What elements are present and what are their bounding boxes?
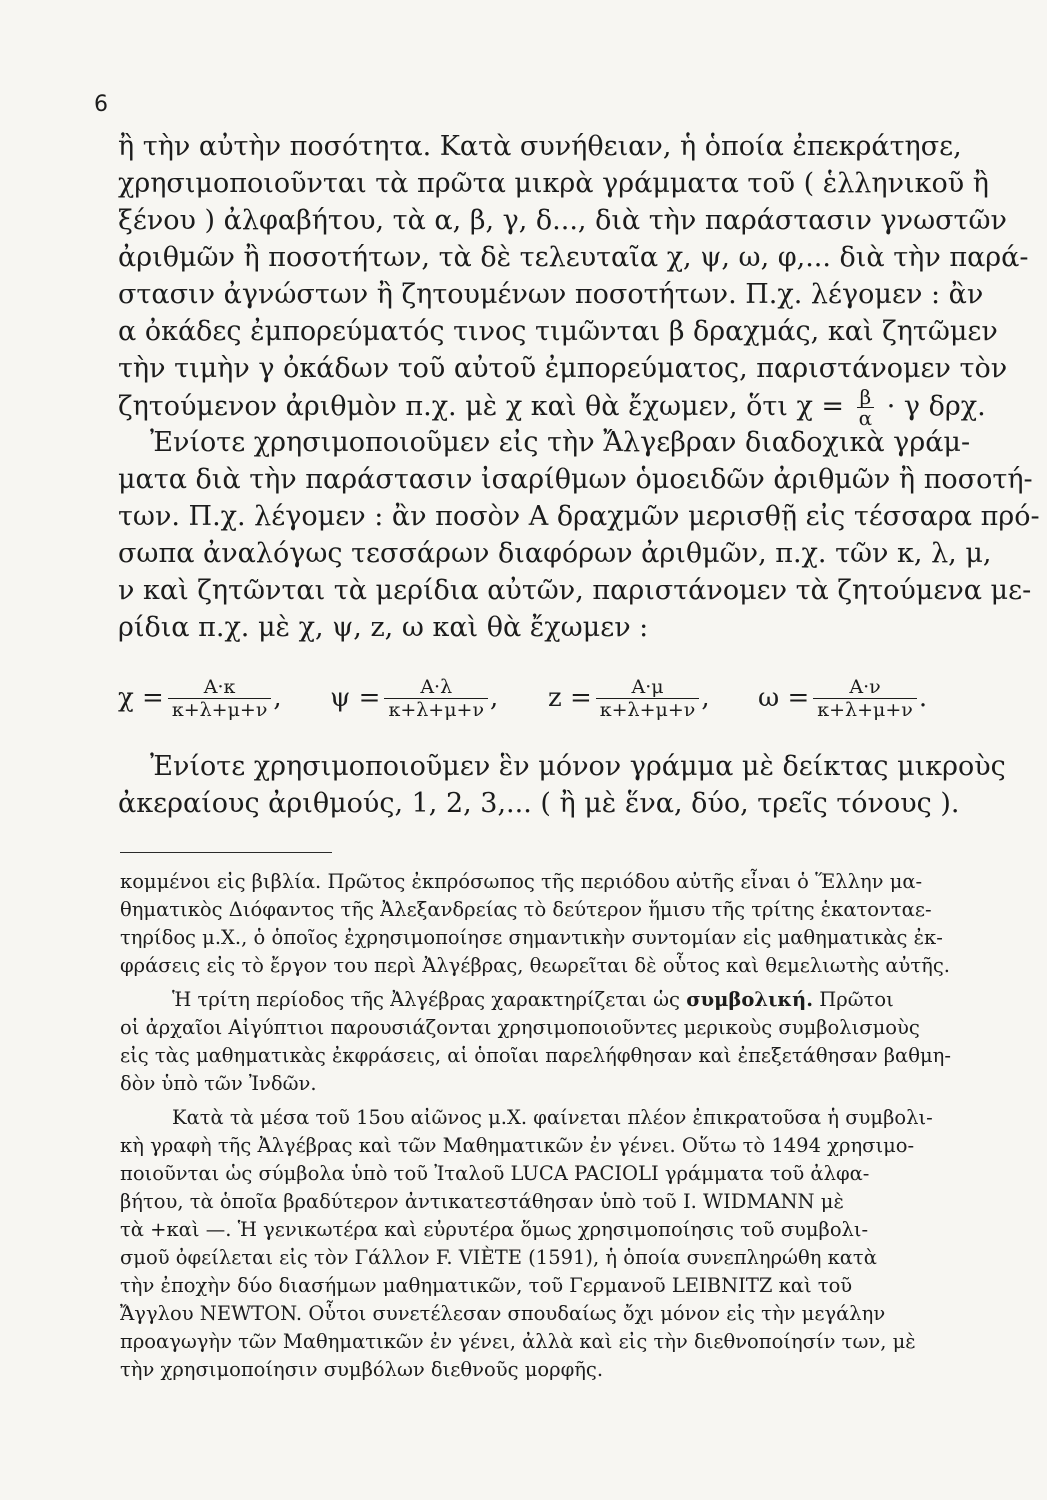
formula-fraction [384,676,488,721]
footnote-line: φράσεις εἰς τὸ ἔργον του περὶ Ἀλγέβρας, θεωρεῖται δὲ οὗτος καὶ θεμελιωτὴς αὐτῆς. [120,954,950,977]
footnote-line: σμοῦ ὀφείλεται εἰς τὸν Γάλλον F. VIÈTE (1591), ἡ ὁποία συνεπληρώθη κατὰ [120,1246,877,1269]
footnote-line: Ἄγγλου NEWTON. Οὗτοι συνετέλεσαν σπουδαίως ὄχι μόνον εἰς τὴν μεγάλην [120,1302,886,1325]
formula-numerator: Α·κ [203,675,236,698]
text-line: ρίδια π.χ. μὲ χ, ψ, z, ω καὶ θὰ ἔχωμεν : [118,612,649,643]
text-line: ματα διὰ τὴν παράστασιν ἰσαρίθμων ὁμοειδῶν ἀριθμῶν ἢ ποσοτή- [118,464,1033,495]
text-line: των. Π.χ. λέγομεν : ἂν ποσὸν Α δραχμῶν μερισθῇ εἰς τέσσαρα πρό- [118,501,1040,532]
footnote-line: τὰ +καὶ —. Ἡ γενικωτέρα καὶ εὐρυτέρα ὅμως χρησιμοποίησις τοῦ συμβολι- [120,1218,869,1241]
footnote-line: θηματικὸς Διόφαντος τῆς Ἀλεξανδρείας τὸ δεύτερον ἥμισυ τῆς τρίτης ἑκατονταε- [120,898,932,921]
footnote-line: βήτου, τὰ ὁποῖα βραδύτερον ἀντικατεστάθησαν ὑπὸ τοῦ I. WIDMANN μὲ [120,1190,844,1213]
text-line: ξένου ) ἀλφαβήτου, τὰ α, β, γ, δ..., διὰ τὴν παράστασιν γνωστῶν [118,205,1007,236]
footnote-line [120,986,970,1014]
footnote-separator [120,852,332,853]
footnote-line: κομμένοι εἰς βιβλία. Πρῶτος ἐκπρόσωπος τῆς περιόδου αὐτῆς εἶναι ὁ Ἕλλην μα- [120,870,923,893]
formula-fraction [813,676,917,721]
footnote-line: τηρίδος μ.Χ., ὁ ὁποῖος ἐχρησιμοποίησε σημαντικὴν συντομίαν εἰς μαθηματικὰς ἐκ- [120,926,943,949]
footnote-text: Πρῶτοι [819,988,894,1011]
formula-chi [118,668,282,728]
footnote-line: τὴν χρησιμοποίησιν συμβόλων διεθνοῦς μορφῆς. [120,1358,604,1381]
footnote-line: Κατὰ τὰ μέσα τοῦ 15ου αἰῶνος μ.Χ. φαίνεται πλέον ἐπικρατοῦσα ἡ συμβολι- [172,1106,933,1129]
text-line: χρησιμοποιοῦνται τὰ πρῶτα μικρὰ γράμματα τοῦ ( ἑλληνικοῦ ἢ [118,168,989,199]
fraction-denominator: α [858,406,873,430]
footnote-line: τὴν ἐποχὴν δύο διασήμων μαθηματικῶν, τοῦ Γερμανοῦ LEIBNITZ καὶ τοῦ [120,1274,853,1297]
equation-line [118,385,986,430]
formula-denominator: κ+λ+μ+ν [813,698,917,721]
formula-punct: , [490,683,499,713]
formula-punct: , [273,683,282,713]
footnote-block [120,868,970,1384]
formula-numerator: Α·λ [420,675,453,698]
text-line: τὴν τιμὴν γ ὀκάδων τοῦ αὐτοῦ ἐμπορεύματος, παριστάνομεν τὸν [118,353,1008,384]
formula-fraction [168,676,272,721]
formula-z [548,668,710,728]
footnote-line: ποιοῦνται ὡς σύμβολα ὑπὸ τοῦ Ἰταλοῦ LUCA PACIOLI γράμματα τοῦ ἀλφα- [120,1162,870,1185]
formula-lhs: ω = [758,683,810,713]
formula-numerator: Α·ν [849,675,881,698]
text-line: στασιν ἀγνώστων ἢ ζητουμένων ποσοτήτων. Π.χ. λέγομεν : ἂν [118,279,984,310]
text-line: ἀκεραίους ἀριθμούς, 1, 2, 3,... ( ἢ μὲ ἕνα, δύο, τρεῖς τόνους ). [118,788,960,819]
formula-lhs: z = [548,683,592,713]
footnote-bold-term: συμβολική. [686,988,814,1011]
formula-numerator: Α·μ [631,675,664,698]
main-text-block-2 [118,748,1006,822]
fraction [857,387,875,428]
text-line: σωπα ἀναλόγως τεσσάρων διαφόρων ἀριθμῶν, π.χ. τῶν κ, λ, μ, [118,538,992,569]
fraction-numerator: β [859,385,872,409]
formula-fraction [596,676,700,721]
main-text-block [118,128,1040,646]
formula-punct: . [918,683,928,713]
text-line: ν καὶ ζητῶνται τὰ μερίδια αὐτῶν, παριστάνομεν τὰ ζητούμενα με- [118,575,1032,606]
text-line: Ἐνίοτε χρησιμοποιοῦμεν εἰς τὴν Ἄλγεβραν διαδοχικὰ γράμ- [150,427,971,458]
equation-text-after: · γ δρχ. [886,391,986,422]
formula-denominator: κ+λ+μ+ν [384,698,488,721]
footnote-line: εἰς τὰς μαθηματικὰς ἐκφράσεις, αἱ ὁποῖαι παρελήφθησαν καὶ ἐπεξετάθησαν βαθμη- [120,1044,951,1067]
text-line: Ἐνίοτε χρησιμοποιοῦμεν ἓν μόνον γράμμα μὲ δείκτας μικροὺς [150,751,1006,782]
formula-punct: , [701,683,710,713]
formula-row [118,668,958,728]
formula-lhs: χ = [118,683,164,713]
text-line: α ὀκάδες ἐμπορεύματός τινος τιμῶνται β δραχμάς, καὶ ζητῶμεν [118,316,998,347]
footnote-line: δὸν ὑπὸ τῶν Ἰνδῶν. [120,1072,317,1095]
formula-denominator: κ+λ+μ+ν [596,698,700,721]
footnote-text: Ἡ τρίτη περίοδος τῆς Ἀλγέβρας χαρακτηρίζεται ὡς [172,988,680,1011]
footnote-line: οἱ ἀρχαῖοι Αἰγύπτιοι παρουσιάζονται χρησιμοποιοῦντες μερικοὺς συμβολισμοὺς [120,1016,920,1039]
text-line: ἀριθμῶν ἢ ποσοτήτων, τὰ δὲ τελευταῖα χ, ψ, ω, φ,... διὰ τὴν παρά- [118,242,1029,273]
formula-lhs: ψ = [330,683,381,713]
footnote-line: προαγωγὴν τῶν Μαθηματικῶν ἐν γένει, ἀλλὰ καὶ εἰς τὴν διεθνοποίησίν των, μὲ [120,1330,916,1353]
formula-omega [758,668,927,728]
text-line: ἢ τὴν αὐτὴν ποσότητα. Κατὰ συνήθειαν, ἡ ὁποία ἐπεκράτησε, [118,131,962,162]
formula-psi [330,668,498,728]
equation-text-before: ζητούμενον ἀριθμὸν π.χ. μὲ χ καὶ θὰ ἔχωμεν, ὅτι χ = [118,391,845,422]
formula-denominator: κ+λ+μ+ν [168,698,272,721]
page-number: 6 [94,92,108,117]
footnote-line: κὴ γραφὴ τῆς Ἀλγέβρας καὶ τῶν Μαθηματικῶν ἐν γένει. Οὕτω τὸ 1494 χρησιμο- [120,1134,915,1157]
